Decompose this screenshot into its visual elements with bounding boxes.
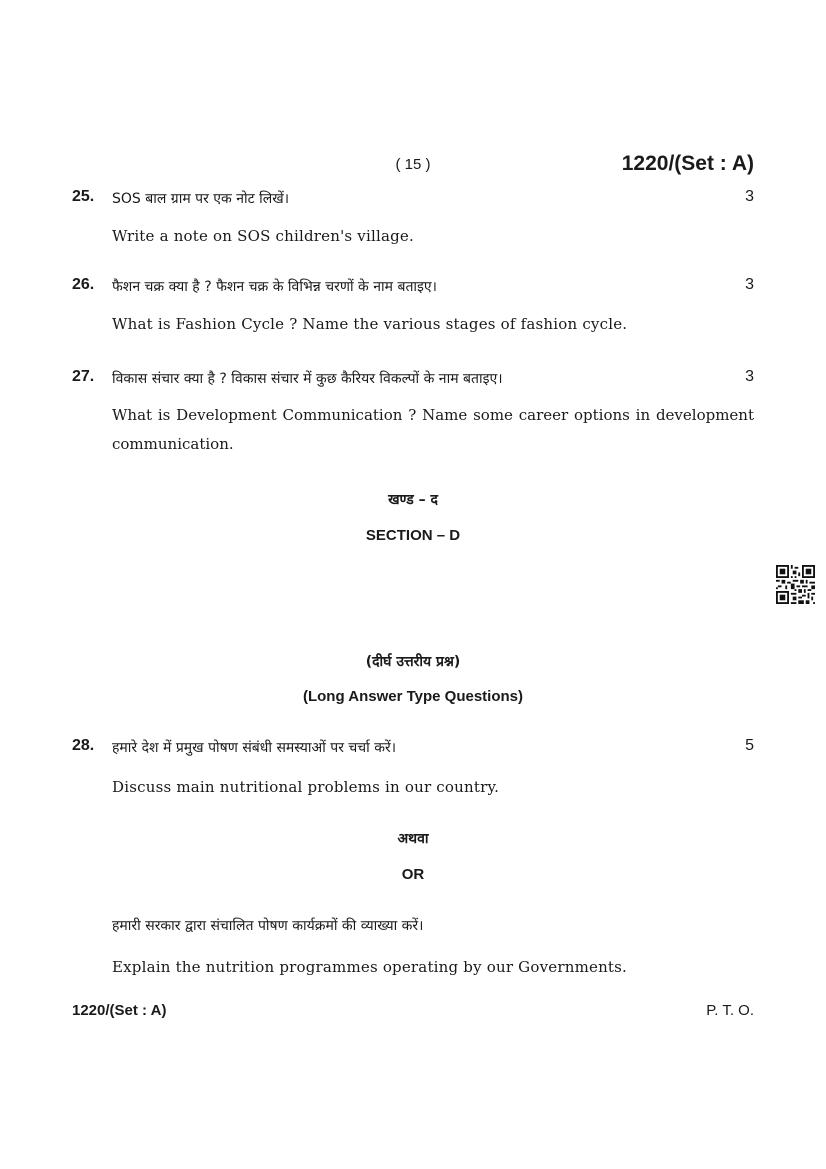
question-26-english: What is Fashion Cycle ? Name the various stages of fashion cycle. bbox=[112, 315, 628, 333]
question-number-27: 27. bbox=[72, 368, 95, 385]
question-28-hindi: हमारे देश में प्रमुख पोषण संबंधी समस्याओं पर चर्चा करें। bbox=[112, 740, 397, 756]
qr-code-icon bbox=[776, 565, 815, 604]
question-28-english: Discuss main nutritional problems in our country. bbox=[112, 778, 500, 796]
question-number-26: 26. bbox=[72, 276, 95, 293]
question-25-english: Write a note on SOS children's village. bbox=[112, 227, 414, 245]
or-english: OR bbox=[401, 866, 425, 883]
question-28-alternative-english: Explain the nutrition programmes operating by our Governments. bbox=[112, 958, 628, 976]
long-answer-heading-hindi: (दीर्घ उत्तरीय प्रश्न) bbox=[365, 654, 461, 670]
question-26-marks: 3 bbox=[745, 276, 754, 293]
question-26-hindi: फैशन चक्र क्या है ? फैशन चक्र के विभिन्न चरणों के नाम बताइए। bbox=[112, 279, 437, 295]
paper-code-header: 1220/(Set : A) bbox=[621, 152, 754, 175]
section-heading-hindi: खण्ड – द bbox=[388, 492, 438, 508]
question-25-hindi: SOS बाल ग्राम पर एक नोट लिखें। bbox=[112, 191, 289, 207]
paper-code-footer: 1220/(Set : A) bbox=[72, 1002, 167, 1019]
question-27-english: What is Development Communication ? Name some career options in development communication. bbox=[112, 406, 754, 453]
page-number: ( 15 ) bbox=[395, 156, 431, 173]
question-number-25: 25. bbox=[72, 188, 95, 205]
question-25-marks: 3 bbox=[745, 188, 754, 205]
long-answer-heading-english: (Long Answer Type Questions) bbox=[302, 688, 523, 705]
question-28-marks: 5 bbox=[745, 737, 754, 754]
question-number-28: 28. bbox=[72, 737, 95, 754]
or-hindi: अथवा bbox=[397, 831, 429, 847]
please-turn-over: P. T. O. bbox=[706, 1002, 754, 1019]
question-27-marks: 3 bbox=[745, 368, 754, 385]
question-27-hindi: विकास संचार क्या है ? विकास संचार में कुछ कैरियर विकल्पों के नाम बताइए। bbox=[112, 371, 503, 387]
section-heading-english: SECTION – D bbox=[365, 527, 461, 544]
question-28-alternative-hindi: हमारी सरकार द्वारा संचालित पोषण कार्यक्रमों की व्याख्या करें। bbox=[112, 918, 424, 934]
